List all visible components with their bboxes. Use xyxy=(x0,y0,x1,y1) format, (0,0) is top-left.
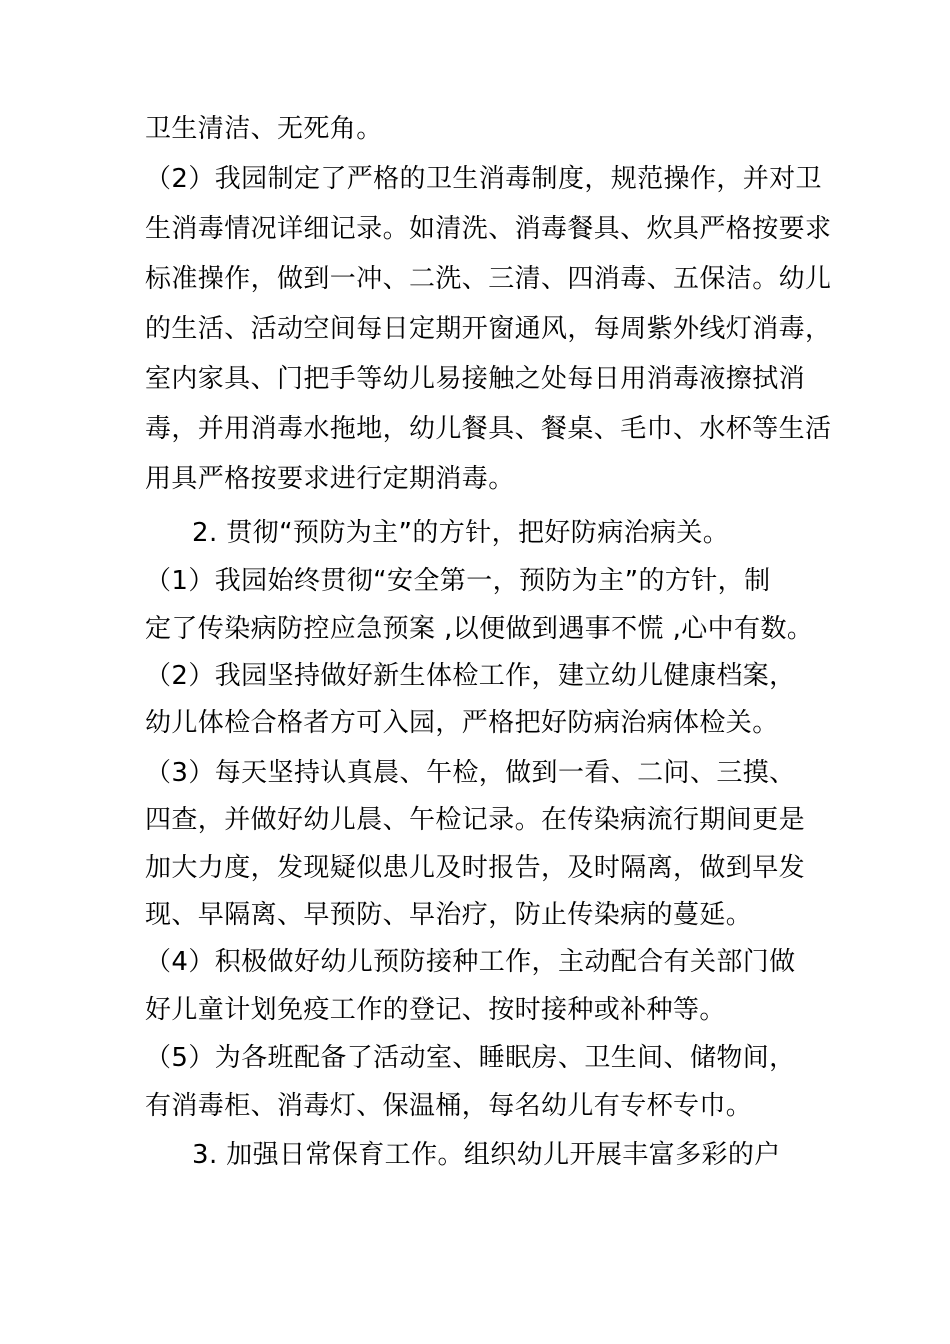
text-line-17: 现、早隔离、早预防、早治疗，防止传染病的蔓延。 xyxy=(145,900,753,930)
text-line-19: 好儿童计划免疫工作的登记、按时接种或补种等。 xyxy=(145,995,726,1025)
text-line-11: 定了传染病防控应急预案 ,以便做到遇事不慌 ,心中有数。 xyxy=(145,614,814,644)
text-line-3: 生消毒情况详细记录。如清洗、消毒餐具、炊具严格按要求 xyxy=(145,214,832,244)
text-line-18: （4）积极做好幼儿预防接种工作，主动配合有关部门做 xyxy=(145,947,796,977)
text-line-15: 四查，并做好幼儿晨、午检记录。在传染病流行期间更是 xyxy=(145,805,806,835)
text-line-16: 加大力度，发现疑似患儿及时报告，及时隔离，做到早发 xyxy=(145,853,806,883)
text-line-21: 有消毒柜、消毒灯、保温桶，每名幼儿有专杯专巾。 xyxy=(145,1091,753,1121)
text-line-5: 的生活、活动空间每日定期开窗通风，每周紫外线灯消毒， xyxy=(145,314,832,344)
text-line-12: （2）我园坚持做好新生体检工作，建立幼儿健康档案， xyxy=(145,661,796,691)
text-line-8: 用具严格按要求进行定期消毒。 xyxy=(145,464,515,494)
text-line-13: 幼儿体检合格者方可入园，严格把好防病治病体检关。 xyxy=(145,708,779,738)
section-heading-3: 3. 加强日常保育工作。组织幼儿开展丰富多彩的户 xyxy=(192,1140,781,1170)
section-heading-2: 2. 贯彻“预防为主”的方针，把好防病治病关。 xyxy=(192,518,730,548)
text-line-1: 卫生清洁、无死角。 xyxy=(145,114,383,144)
text-line-10: （1）我园始终贯彻“安全第一，预防为主”的方针，制 xyxy=(145,566,771,596)
text-line-20: （5）为各班配备了活动室、睡眠房、卫生间、储物间， xyxy=(145,1043,796,1073)
text-line-6: 室内家具、门把手等幼儿易接触之处每日用消毒液擦拭消 xyxy=(145,364,806,394)
text-line-4: 标准操作，做到一冲、二洗、三清、四消毒、五保洁。幼儿 xyxy=(145,264,832,294)
text-line-14: （3）每天坚持认真晨、午检，做到一看、二问、三摸、 xyxy=(145,758,796,788)
text-line-7: 毒，并用消毒水拖地，幼儿餐具、餐桌、毛巾、水杯等生活 xyxy=(145,414,832,444)
text-line-2: （2）我园制定了严格的卫生消毒制度，规范操作，并对卫 xyxy=(145,164,822,194)
